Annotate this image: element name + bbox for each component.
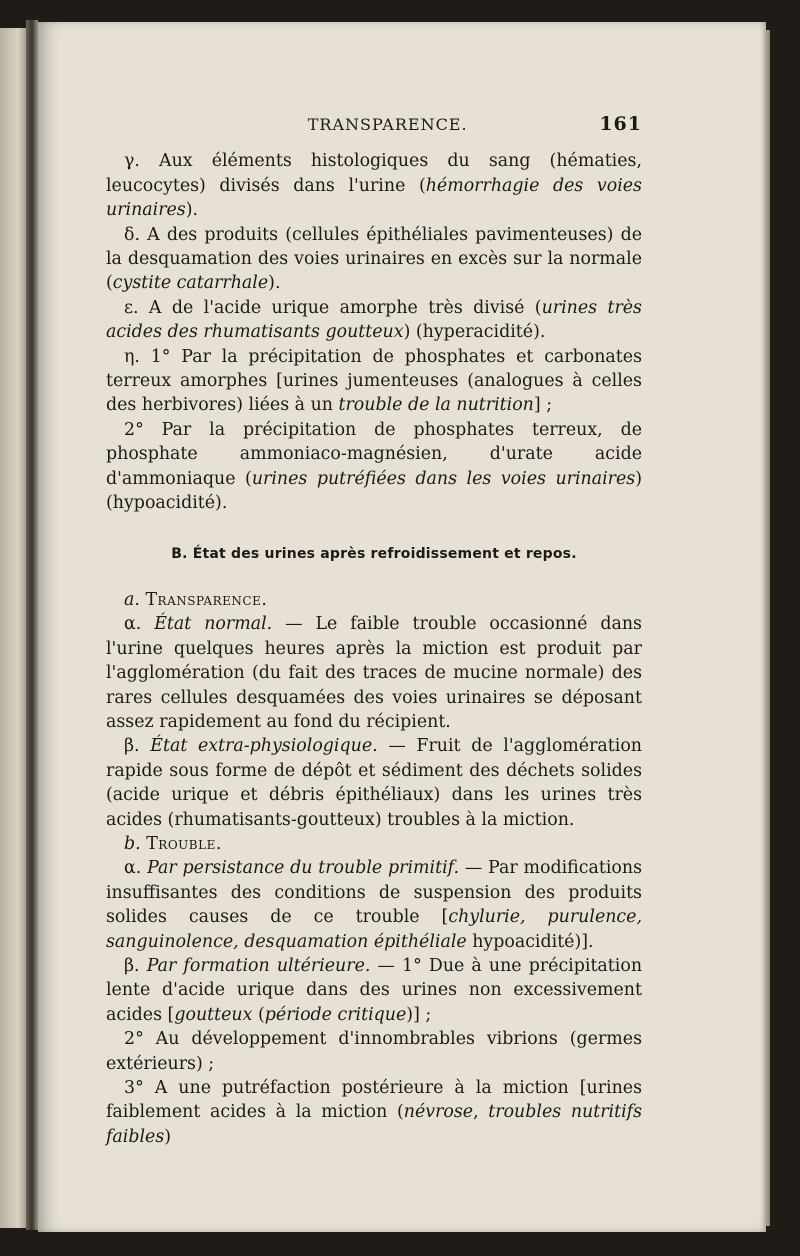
italic-text: névrose — [403, 1102, 474, 1123]
text: 3° A une putréfaction postérieure à la miction [urines faiblement acides à la miction ( — [106, 1078, 642, 1123]
text: hypoacidité)]. — [466, 931, 594, 952]
subheading-title: Trouble. — [146, 833, 222, 854]
page-text — [106, 112, 642, 1149]
item-lead: ε. — [124, 297, 139, 318]
italic-text: hémorrhagie des voies urinaires — [106, 175, 642, 221]
item-lead: β. — [124, 956, 140, 976]
text: 2° Par la précipitation de phosphates terreux, de phosphate ammoniaco-magnésien, d'urate acide d'ammoniaque ( — [106, 419, 642, 489]
subheading-a — [106, 588, 642, 612]
italic-text: urines très acides des rhumatisants goutteux — [106, 297, 642, 343]
text: ). — [185, 200, 199, 221]
running-header — [106, 112, 642, 137]
italic-text: Par formation ultérieure. — [146, 956, 371, 976]
italic-text: période critique — [264, 1004, 407, 1025]
text: — Le faible trouble occasionné dans l'urine quelques heures après la miction est produit par l'agglomération (du fait des traces de mucine normale) des rares cellules desquamées des voies urinaires se déposant assez rapidement au fond du récipient. — [106, 614, 642, 732]
item-lead: γ. — [124, 151, 140, 172]
paragraph-delta — [106, 223, 642, 296]
paragraph-item-3 — [106, 1076, 642, 1149]
paragraph-b-beta — [106, 954, 642, 1027]
italic-text: urines putréfiées dans les voies urinaires — [251, 468, 636, 489]
item-lead: η. — [124, 346, 140, 367]
text: Aux éléments histologiques du sang (hématies, leucocytes) divisés dans l'urine ( — [106, 151, 642, 196]
running-title: TRANSPARENCE. — [307, 115, 468, 134]
paragraph-item-2 — [106, 1027, 642, 1076]
item-lead: a. — [124, 589, 140, 610]
text: ) (hyperacidité). — [403, 322, 546, 343]
text: ). — [268, 273, 281, 294]
paragraph-eta-2 — [106, 418, 642, 516]
italic-text: État normal. — [154, 614, 273, 635]
book-gutter — [26, 20, 38, 1230]
item-lead: α. — [124, 614, 142, 635]
italic-text: cystite catarrhale — [112, 273, 269, 294]
paragraph-beta — [106, 734, 642, 832]
text: — Fruit de l'agglomération rapide sous forme de dépôt et sédiment des déchets solides (acide urique et débris épithéliaux) dans les urines très acides (rhumatisants-goutteux) troubles à la miction. — [106, 736, 642, 830]
item-lead: β. — [124, 736, 140, 757]
text: A des produits (cellules épithéliales pavimenteuses) de la desquamation des voies urinaires en excès sur la normale ( — [106, 224, 642, 294]
item-lead: δ. — [124, 224, 140, 245]
subheading-title: Transparence. — [145, 589, 268, 610]
page-edge — [764, 30, 770, 1226]
subheading-b — [106, 832, 642, 856]
text: — 1° Due à une précipitation lente d'acide urique dans des urines non excessivement acides [ — [106, 956, 643, 1025]
text: 1° Par la précipitation de phosphates et carbonates terreux amorphes [urines jumenteuses (analogues à celles des herbivores) liées à un — [106, 346, 642, 416]
page-number: 161 — [599, 113, 642, 135]
text: 2° Au développement d'innombrables vibrions (germes extérieurs) ; — [106, 1029, 642, 1074]
text: A de l'acide urique amorphe très divisé ( — [138, 297, 542, 318]
text: ] ; — [533, 395, 553, 416]
paragraph-epsilon — [106, 296, 642, 345]
text: ( — [252, 1004, 265, 1025]
paragraph-gamma — [106, 149, 642, 222]
text: , — [473, 1102, 489, 1123]
italic-text: Par persistance du trouble primitif. — [147, 858, 460, 879]
text: ) — [164, 1126, 172, 1147]
italic-text: État extra-physiologique. — [150, 736, 378, 757]
section-heading: B. État des urines après refroidissement et repos. — [171, 545, 577, 562]
paragraph-eta — [106, 345, 642, 418]
italic-text: trouble de la nutrition — [338, 395, 534, 416]
paragraph-b-alpha — [106, 856, 642, 954]
italic-text: troubles nutritifs faibles — [106, 1102, 642, 1147]
text: ) (hypoacidité). — [106, 468, 642, 514]
italic-text: goutteux — [174, 1004, 253, 1025]
text: — Par modifications insuffisantes des conditions de suspension des produits solides causes de ce trouble [ — [106, 858, 642, 928]
item-lead: α. — [124, 858, 142, 879]
text: )] ; — [406, 1004, 432, 1025]
paragraph-alpha — [106, 612, 642, 734]
italic-text: chylurie, purulence, sanguinolence, desquamation épithéliale — [106, 907, 642, 952]
item-lead: b. — [124, 833, 141, 854]
